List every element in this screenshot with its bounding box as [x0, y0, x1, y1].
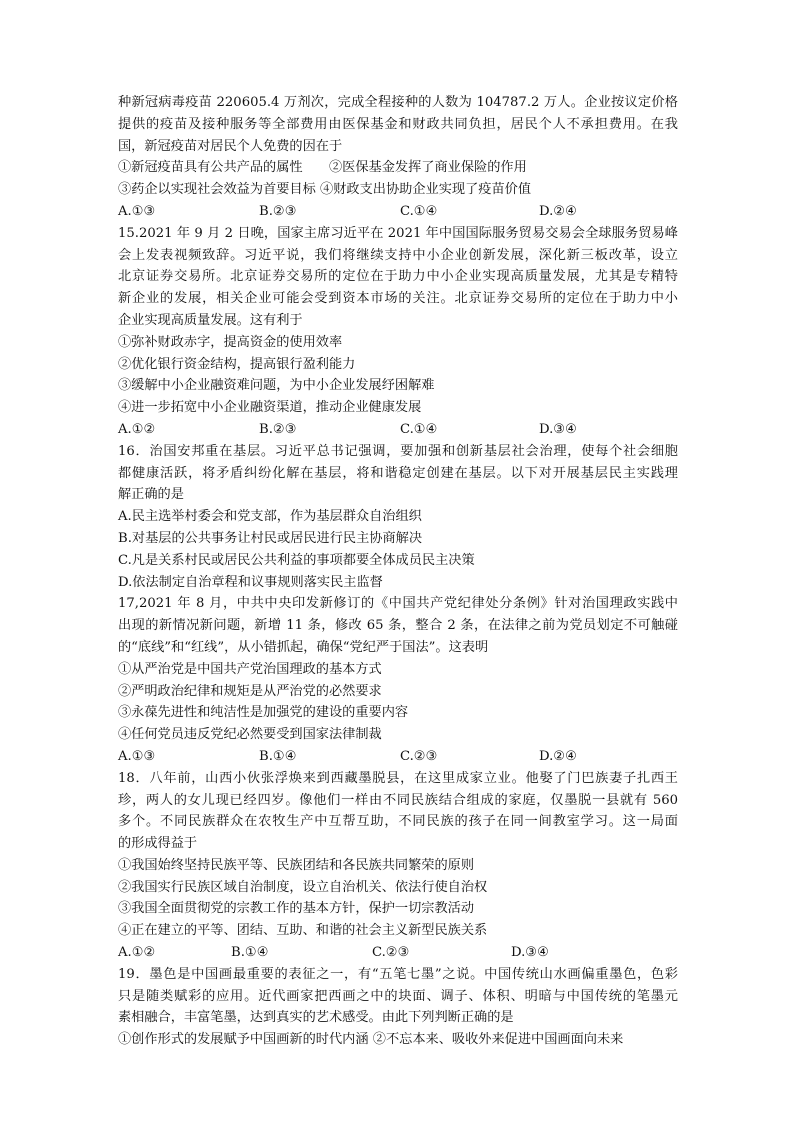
- option-b: B.②③: [259, 203, 297, 219]
- stem-line: 新企业的发展，相关企业可能会受到资本市场的关注。北京证券交易所的定位在于助力中小: [118, 291, 678, 307]
- answer-options: [118, 201, 678, 223]
- option-b: B.①④: [231, 945, 269, 961]
- statement-item: ③缓解中小企业融资难问题，为中小企业发展纾困解难: [118, 378, 435, 394]
- question-18: [118, 768, 678, 964]
- option-d: D.②④: [539, 203, 577, 219]
- statement-item: ①新冠疫苗具有公共产品的属性 ②医保基金发挥了商业保险的作用: [118, 160, 527, 176]
- stem-line: 企业实现高质量发展。这有利于: [118, 312, 303, 328]
- stem-line: 都健康活跃，将矛盾纠纷化解在基层，将和谐稳定创建在基层。以下对开展基层民主实践理: [118, 465, 678, 481]
- option-c: C.凡是关系村民或居民公共利益的事项都要全体成员民主决策: [118, 552, 475, 568]
- stem-line: 只是随类赋彩的应用。近代画家把西画之中的块面、调子、体积、明暗与中国传统的笔墨元: [118, 988, 678, 1004]
- stem-line: 多个。不同民族群众在农牧生产中互帮互助，不同民族的孩子在同一间教室学习。这一局面: [118, 814, 678, 830]
- option-d: D.③④: [539, 421, 577, 437]
- stem-line: 出现的新情况新问题，新增 11 条，修改 65 条，整合 2 条，在法律之前为党员划定不可触碰: [118, 618, 678, 634]
- stem-line: 提供的疫苗及接种服务等全部费用由医保基金和财政共同负担，居民个人不承担费用。在我: [118, 116, 678, 132]
- stem-line: 16．治国安邦重在基层。习近平总书记强调，要加强和创新基层社会治理，使每个社会细胞: [118, 443, 678, 459]
- stem-line: 北京证券交易所。北京证券交易所的定位在于助力中小企业实现高质量发展，尤其是专精特: [118, 269, 678, 285]
- option-b: B.②③: [259, 421, 297, 437]
- statement-item: ②我国实行民族区域自治制度，设立自治机关、依法行使自治权: [118, 879, 488, 895]
- answer-options: [118, 942, 678, 964]
- answer-options: [118, 419, 678, 441]
- statement-item: ③药企以实现社会效益为首要目标 ④财政支出协助企业实现了疫苗价值: [118, 182, 532, 198]
- option-a: A.①②: [118, 421, 156, 437]
- option-c: C.②③: [400, 748, 438, 764]
- question-15: [118, 223, 678, 441]
- stem-line: 19．墨色是中国画最重要的表征之一，有“五笔七墨”之说。中国传统山水画偏重墨色，色彩: [118, 966, 678, 982]
- option-d: D.③④: [511, 945, 549, 961]
- option-d: D.②④: [539, 748, 577, 764]
- statement-item: ④任何党员违反党纪必然要受到国家法律制裁: [118, 727, 382, 743]
- stem-line: 会上发表视频致辞。习近平说，我们将继续支持中小企业创新发展，深化新三板改革，设立: [118, 247, 678, 263]
- statement-item: ③我国全面贯彻党的宗教工作的基本方针，保护一切宗教活动: [118, 901, 475, 917]
- option-c: C.①④: [400, 421, 438, 437]
- option-b: B.①④: [259, 748, 297, 764]
- statement-item: ①弥补财政赤字，提高资金的使用效率: [118, 334, 343, 350]
- option-c: C.①④: [400, 203, 438, 219]
- statement-item: ④进一步拓宽中小企业融资渠道，推动企业健康发展: [118, 400, 422, 416]
- stem-line: 18．八年前，山西小伙张浮焕来到西藏墨脱县，在这里成家立业。他娶了门巴族妻子扎西王: [118, 770, 678, 786]
- option-d: D.依法制定自治章程和议事规则落实民主监督: [118, 574, 383, 590]
- question-14-continuation: [118, 92, 678, 223]
- answer-options: [118, 746, 678, 768]
- stem-line: 国，新冠疫苗对居民个人免费的因在于: [118, 138, 343, 154]
- question-19: [118, 964, 678, 1051]
- option-a: A.民主选举村委会和党支部，作为基层群众自治组织: [118, 509, 422, 525]
- statement-item: ①我国始终坚持民族平等、民族团结和各民族共同繁荣的原则: [118, 857, 475, 873]
- exam-page: [118, 92, 678, 1051]
- stem-line: 15.2021 年 9 月 2 日晚，国家主席习近平在 2021 年中国国际服务贸易交易会全球服务贸易峰: [118, 225, 678, 241]
- stem-line: 的“底线”和“红线”，从小错抓起，确保“党纪严于国法”。这表明: [118, 639, 489, 655]
- statement-item: ④正在建立的平等、团结、互助、和谐的社会主义新型民族关系: [118, 923, 488, 939]
- statement-item: ②严明政治纪律和规矩是从严治党的必然要求: [118, 683, 382, 699]
- option-a: A.①②: [118, 945, 156, 961]
- question-16: [118, 441, 678, 594]
- stem-line: 17,2021 年 8 月，中共中央印发新修订的《中国共产党纪律处分条例》针对治国理政实践中: [118, 596, 678, 612]
- stem-line: 解正确的是: [118, 487, 184, 503]
- option-c: C.②③: [372, 945, 410, 961]
- option-a: A.①③: [118, 748, 156, 764]
- statement-item: ②优化银行资金结构，提高银行盈利能力: [118, 356, 356, 372]
- statement-item: ①从严治党是中国共产党治国理政的基本方式: [118, 661, 382, 677]
- stem-line: 的形成得益于: [118, 836, 198, 852]
- stem-line: 珍，两人的女儿现已经四岁。像他们一样由不同民族结合组成的家庭，仅墨脱一县就有 560: [118, 792, 678, 808]
- option-b: B.对基层的公共事务让村民或居民进行民主协商解决: [118, 530, 423, 546]
- option-a: A.①③: [118, 203, 156, 219]
- question-17: [118, 593, 678, 767]
- stem-line: 种新冠病毒疫苗 220605.4 万剂次，完成全程接种的人数为 104787.2 万人。企业按议定价格: [118, 95, 678, 110]
- statement-item: ③永葆先进性和纯洁性是加强党的建设的重要内容: [118, 705, 409, 721]
- statement-item: ①创作形式的发展赋予中国画新的时代内涵 ②不忘本来、吸收外来促进中国画面向未来: [118, 1032, 624, 1048]
- stem-line: 素相融合，丰富笔墨，达到真实的艺术感受。由此下列判断正确的是: [118, 1010, 514, 1026]
